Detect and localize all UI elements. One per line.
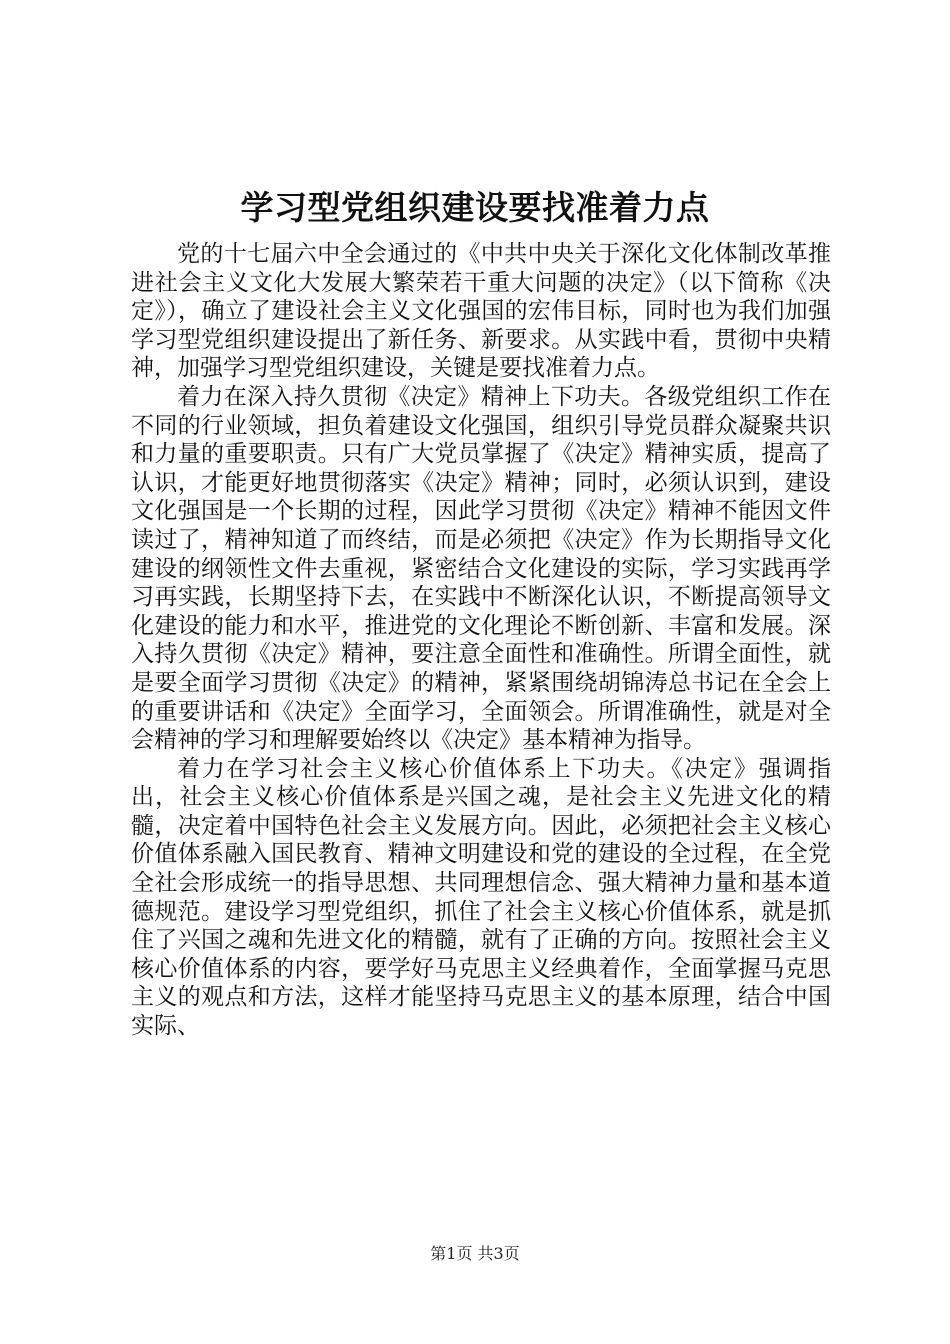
paragraph-decision-spirit: 着力在深入持久贯彻《决定》精神上下功夫。各级党组织工作在不同的行业领域，担负着建设文化强国，组织引导党员群众凝聚共识和力量的重要职责。只有广大党员掌握了《决定》精神实质，提高了认识，才能更好地贯彻落实《决定》精神；同时，必须认识到，建设文化强国是一个长期的过程，因此学习贯彻《决定》精神不能因文件读过了，精神知道了而终结，而是必须把《决定》作为长期指导文化建设的纲领性文件去重视，紧密结合文化建设的实际，学习实践再学习再实践，长期坚持下去，在实践中不断深化认识，不断提高领导文化建设的能力和水平，推进党的文化理论不断创新、丰富和发展。深入持久贯彻《决定》精神，要注意全面性和准确性。所谓全面性，就是要全面学习贯彻《决定》的精神，紧紧围绕胡锦涛总书记在全会上的重要讲话和《决定》全面学习，全面领会。所谓准确性，就是对全会精神的学习和理解要始终以《决定》基本精神为指导。: [131, 383, 831, 754]
page-footer: 第1页 共3页: [430, 1244, 520, 1263]
paragraph-intro: 党的十七届六中全会通过的《中共中央关于深化文化体制改革推进社会主义文化大发展大繁荣若干重大问题的决定》（以下简称《决定》），确立了建设社会主义文化强国的宏伟目标，同时也为我们加强学习型党组织建设提出了新任务、新要求。从实践中看，贯彻中央精神，加强学习型党组织建设，关键是要找准着力点。: [131, 241, 831, 382]
document-title: 学习型党组织建设要找准着力点: [240, 188, 710, 227]
paragraph-core-values: 着力在学习社会主义核心价值体系上下功夫。《决定》强调指出，社会主义核心价值体系是兴国之魂，是社会主义先进文化的精髓，决定着中国特色社会主义发展方向。因此，必须把社会主义核心价值体系融入国民教育、精神文明建设和党的建设的全过程，在全党全社会形成统一的指导思想、共同理想信念、强大精神力量和基本道德规范。建设学习型党组织，抓住了社会主义核心价值体系，就是抓住了兴国之魂和先进文化的精髓，就有了正确的方向。按照社会主义核心价值体系的内容，要学好马克思主义经典着作，全面掌握马克思主义的观点和方法，这样才能坚持马克思主义的基本原理，结合中国实际、: [131, 755, 831, 1040]
document-body: [131, 240, 831, 1041]
